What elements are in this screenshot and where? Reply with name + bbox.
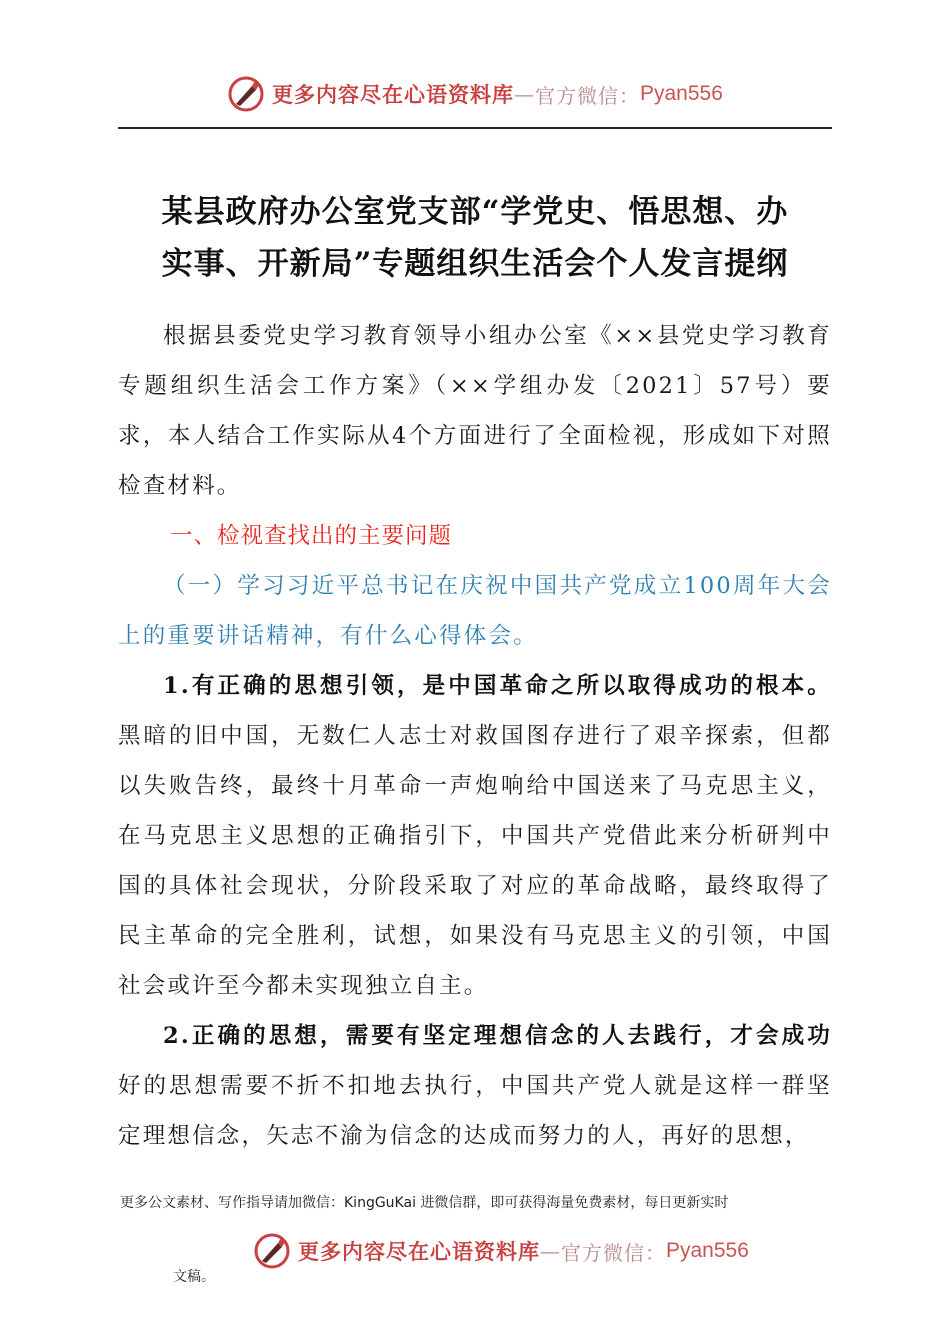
footer-note-end: 文稿。 <box>173 1269 215 1285</box>
section-heading: 一、检视查找出的主要问题 <box>170 523 453 549</box>
watermark-main-text: 更多内容尽在心语资料库 <box>272 82 514 107</box>
footer-watermark <box>252 1231 749 1271</box>
watermark-dash: — <box>514 82 535 106</box>
point-1-lead: 1.有正确的思想引领，是中国革命之所以取得成功的根本。 <box>163 673 832 699</box>
watermark-wechat-id: Pyan556 <box>666 1239 749 1262</box>
point-1-body: 黑暗的旧中国，无数仁人志士对救国图存进行了艰辛探索，但都以失败告终，最终十月革命一声炮响给中国送来了马克思主义，在马克思主义思想的正确指引下，中国共产党借此来分析研判中国的具体社会现状，分阶段采取了对应的革命战略，最终取得了民主革命的完全胜利，试想，如果没有马克思主义的引领，中国社会或许至今都未实现独立自主。 <box>118 723 832 999</box>
watermark-wechat-label: 官方微信： <box>535 83 640 108</box>
watermark-main-text: 更多内容尽在心语资料库 <box>298 1239 540 1264</box>
point-1-paragraph <box>118 661 832 1011</box>
title-line-2: 实事、开新局”专题组织生活会个人发言提纲 <box>161 246 789 282</box>
watermark-dash: — <box>540 1239 561 1263</box>
subsection-heading: （一）学习习近平总书记在庆祝中国共产党成立100周年大会上的重要讲话精神，有什么心得体会。 <box>118 573 832 649</box>
watermark-wechat-label: 官方微信： <box>561 1240 666 1265</box>
pen-nib-logo-icon <box>226 74 266 114</box>
document-title <box>110 186 840 290</box>
header-divider <box>118 127 832 129</box>
header-watermark <box>226 74 723 114</box>
pen-nib-logo-icon <box>252 1231 292 1271</box>
watermark-wechat-id: Pyan556 <box>640 82 723 105</box>
intro-paragraph: 根据县委党史学习教育领导小组办公室《××县党史学习教育专题组织生活会工作方案》（××学组办发〔2021〕57号）要求，本人结合工作实际从4个方面进行了全面检视，形成如下对照检查材料。 <box>118 323 832 499</box>
point-2-paragraph <box>118 1011 832 1161</box>
point-2-lead: 2.正确的思想，需要有坚定理想信念的人去践行，才会成功 <box>163 1023 832 1049</box>
title-line-1: 某县政府办公室党支部“学党史、悟思想、办 <box>161 194 789 230</box>
point-2-body: 好的思想需要不折不扣地去执行，中国共产党人就是这样一群坚定理想信念，矢志不渝为信念的达成而努力的人，再好的思想， <box>118 1073 832 1149</box>
footer-note: 更多公文素材、写作指导请加微信：KingGuKai 进微信群，即可获得海量免费素材，每日更新实时 <box>120 1195 729 1211</box>
